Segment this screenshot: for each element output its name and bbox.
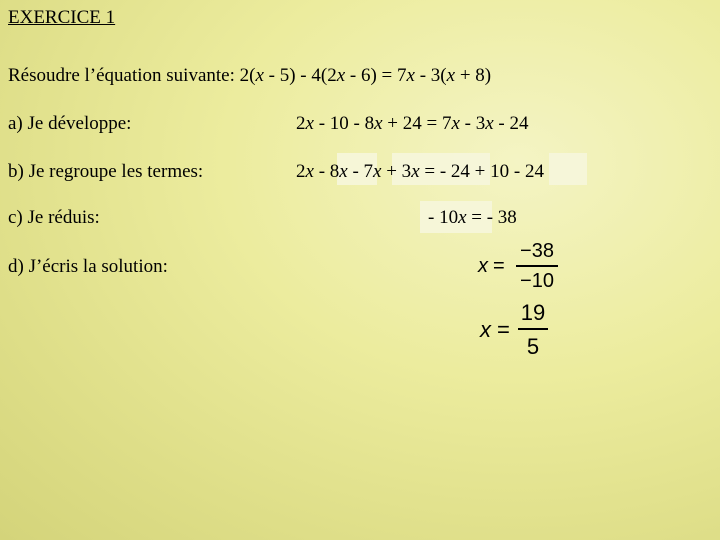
eq-part: 2( xyxy=(239,65,256,86)
fraction-denominator: −10 xyxy=(520,270,554,292)
solution-variable: x xyxy=(480,317,491,342)
fraction-bar xyxy=(516,265,558,267)
step-b-label: b) Je regroupe les termes: xyxy=(8,161,204,182)
solution-fraction-1 xyxy=(476,240,566,292)
expr-part: - xyxy=(313,161,330,182)
expr-var: x xyxy=(485,113,494,134)
prompt-text: Résoudre l’équation suivante: xyxy=(8,65,240,86)
eq-var: x xyxy=(406,65,415,86)
expr-var: x xyxy=(305,161,314,182)
solution-variable: x xyxy=(478,255,488,277)
fraction-denominator: 5 xyxy=(526,334,540,359)
expr-part: = - 24 + 10 - 24 xyxy=(419,161,544,182)
exercise-title: EXERCICE 1 xyxy=(8,7,116,28)
step-a-expression xyxy=(296,114,529,133)
expr-part: = - 38 xyxy=(466,207,517,228)
expr-part: 8 xyxy=(329,161,340,182)
expr-part: - 3 xyxy=(459,113,486,134)
eq-part: - 6) = 7 xyxy=(345,65,407,86)
fraction-numerator: 19 xyxy=(520,300,546,325)
expr-part: 2 xyxy=(296,113,306,134)
eq-part: - 3( xyxy=(414,65,447,86)
expr-part: + 3 xyxy=(381,161,412,182)
expr-var: x xyxy=(374,113,383,134)
expr-part: - 10 xyxy=(428,207,459,228)
expr-var: x xyxy=(451,113,460,134)
expr-var: x xyxy=(411,161,420,182)
expr-part: - 24 xyxy=(493,113,529,134)
eq-var: x xyxy=(255,65,264,86)
expr-part: + 24 = 7 xyxy=(382,113,452,134)
expr-part: 2 xyxy=(296,161,306,182)
highlight-box xyxy=(549,153,587,185)
expr-var: x xyxy=(458,207,467,228)
step-c-label: c) Je réduis: xyxy=(8,207,100,228)
eq-var: x xyxy=(336,65,346,86)
expr-var: x xyxy=(305,113,314,134)
eq-part: - 5) - 4(2 xyxy=(263,65,337,86)
solution-fraction-2 xyxy=(478,300,568,360)
step-a-label: a) Je développe: xyxy=(8,113,132,134)
step-d-label: d) J’écris la solution: xyxy=(8,256,168,277)
expr-part: - 7 xyxy=(347,161,374,182)
eq-part: + 8) xyxy=(455,65,492,86)
prompt-line xyxy=(8,66,491,85)
fraction-bar xyxy=(518,328,548,330)
equals-sign: = xyxy=(497,317,510,342)
step-c-expression xyxy=(428,208,517,227)
fraction-numerator: −38 xyxy=(520,240,554,262)
equals-sign: = xyxy=(493,255,505,277)
step-b-expression xyxy=(296,162,544,181)
expr-var: x xyxy=(339,161,348,182)
expr-part: - 10 - 8 xyxy=(313,113,375,134)
eq-var: x xyxy=(446,65,456,86)
expr-var: x xyxy=(373,161,382,182)
